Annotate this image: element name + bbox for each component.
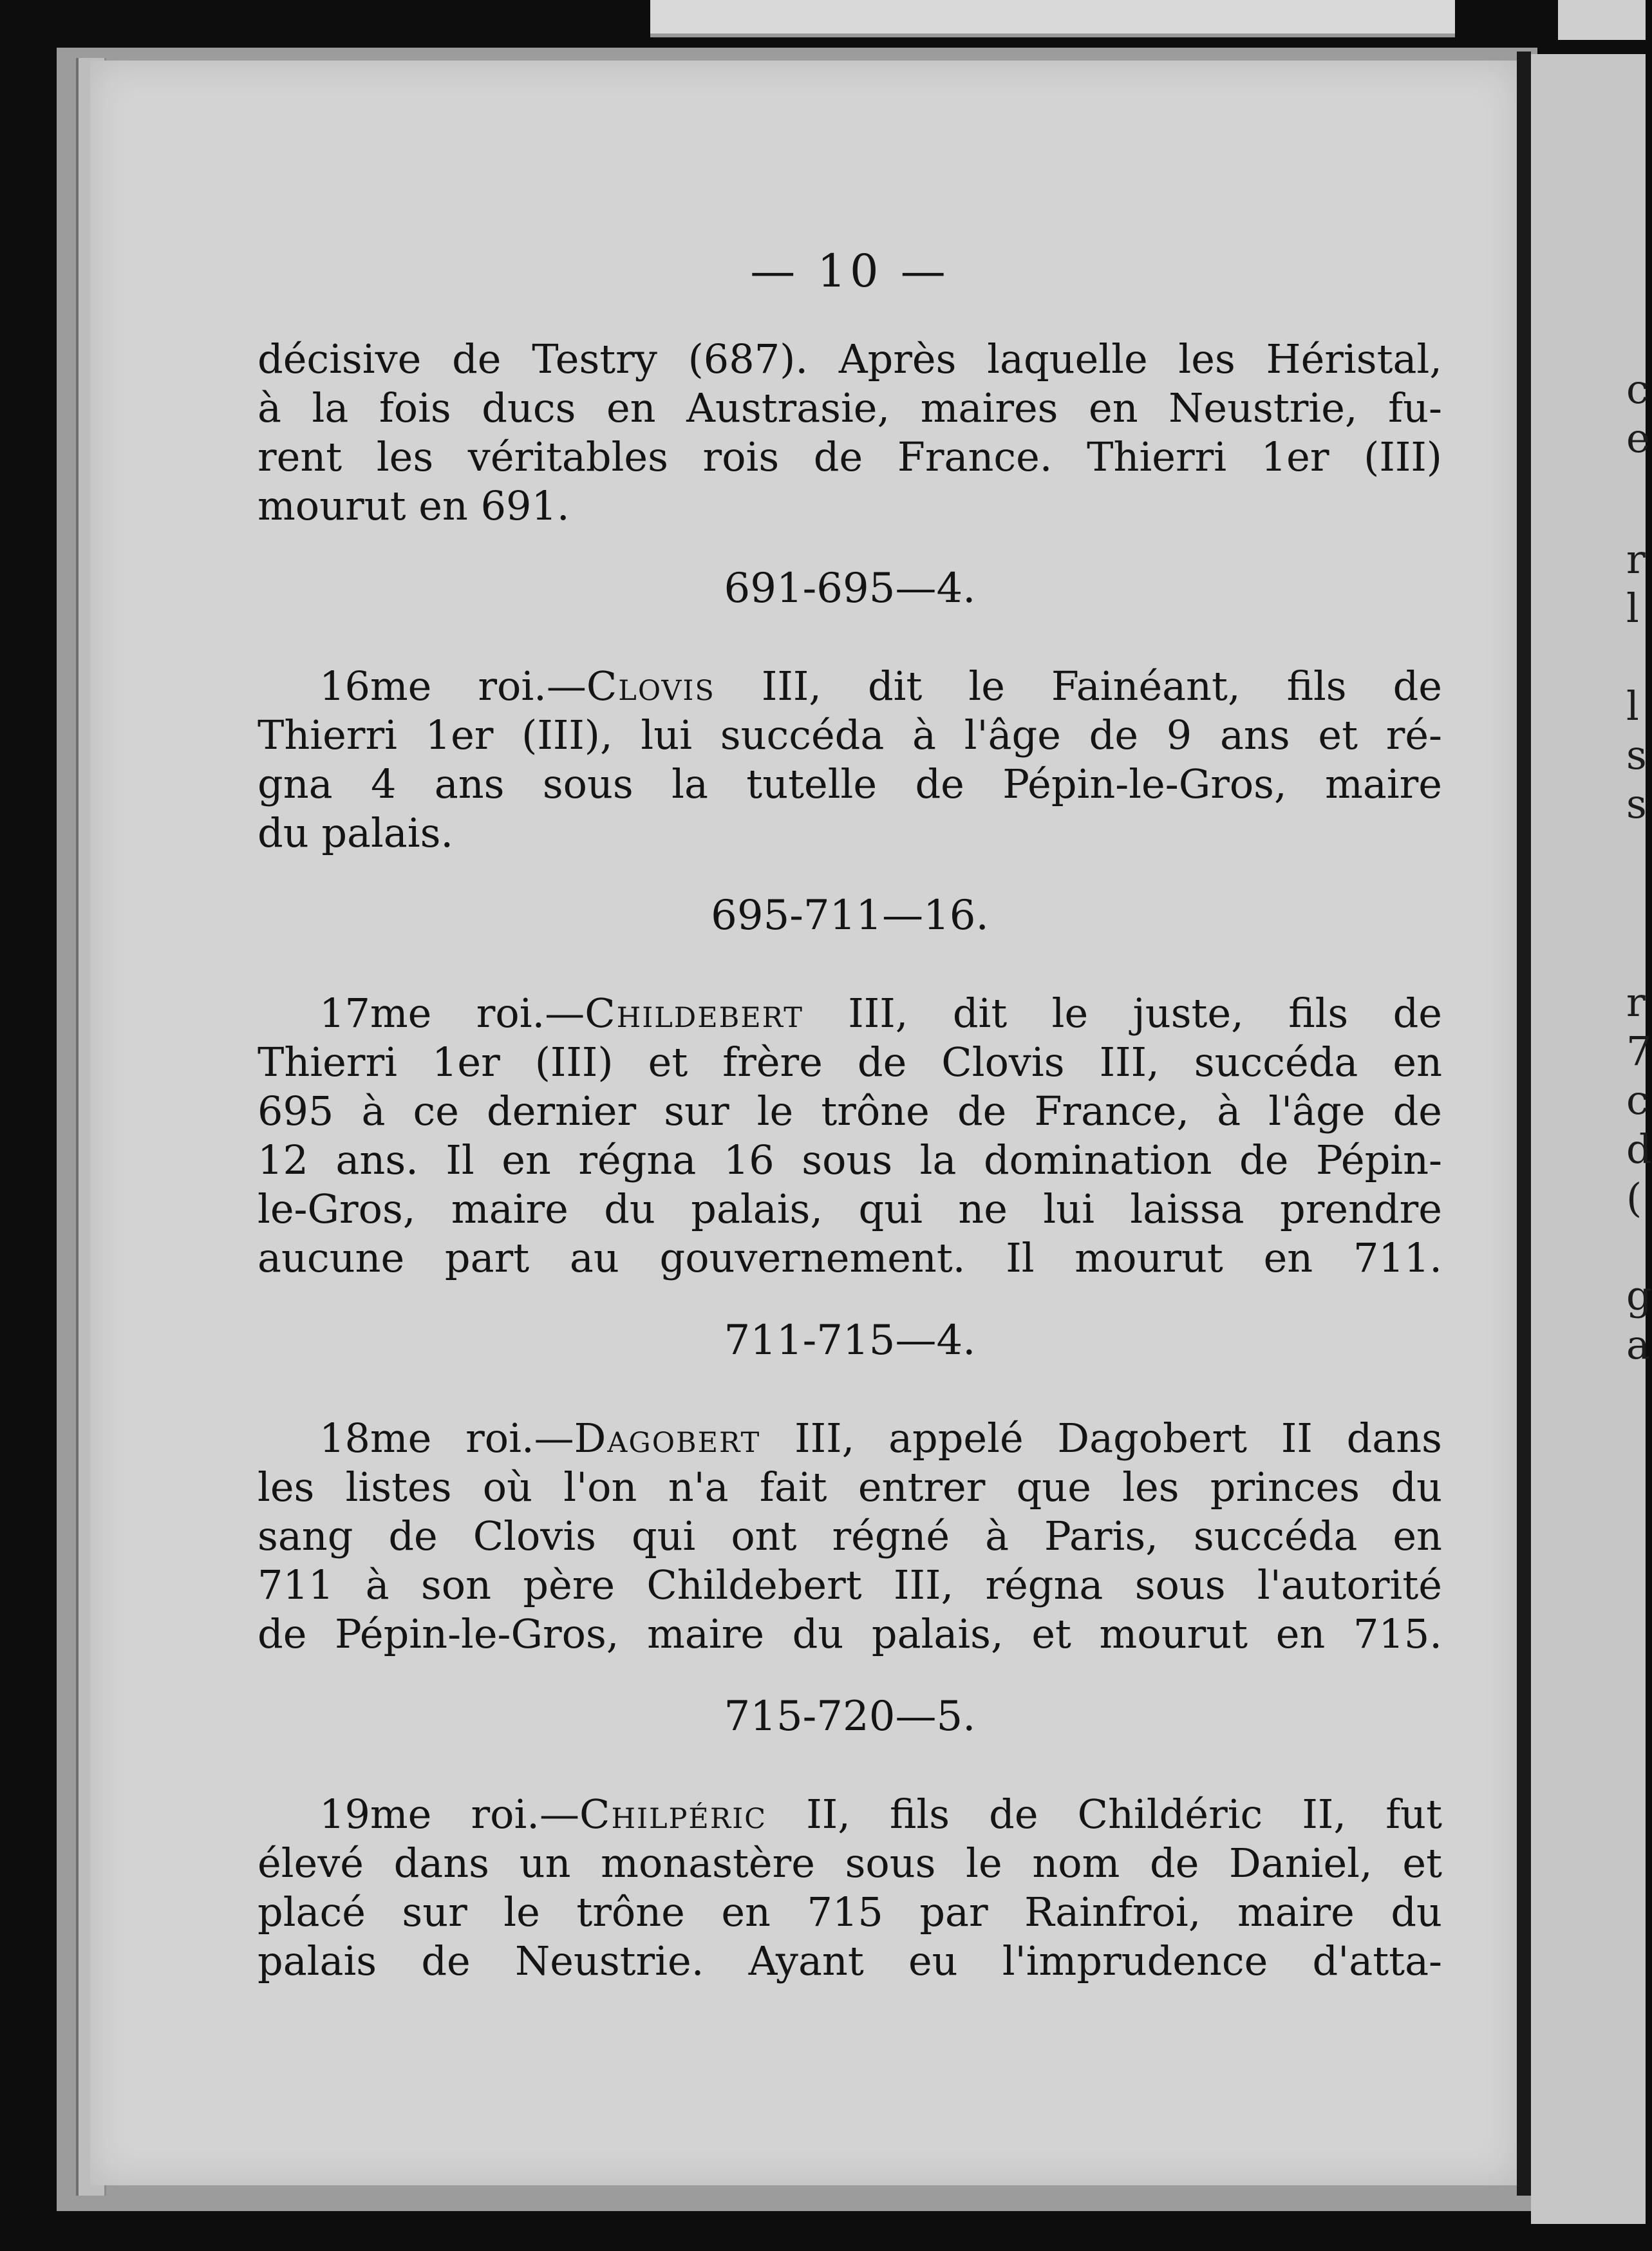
king-name: Dagobert bbox=[574, 1415, 761, 1462]
text-line: décisive de Testry (687). Après laquelle les Héristal, bbox=[258, 335, 1442, 382]
king-name: Clovis bbox=[586, 663, 715, 710]
king-paragraph bbox=[258, 989, 1442, 1283]
facing-page bbox=[1531, 54, 1652, 2224]
king-ordinal: 18me roi.— bbox=[319, 1415, 574, 1462]
text-line: rent les véritables rois de France. Thierri 1er (III) bbox=[258, 433, 1442, 480]
text-line: 711 à son père Childebert III, régna sous l'autorité bbox=[258, 1561, 1442, 1608]
text-line: les listes où l'on n'a fait entrer que les princes du bbox=[258, 1464, 1442, 1511]
text-line: mourut en 691. bbox=[258, 482, 570, 529]
reign-dates-heading: 711-715—4. bbox=[724, 1317, 976, 1364]
king-paragraph bbox=[258, 1790, 1442, 1986]
text-line bbox=[258, 662, 1442, 711]
facing-page-fragment: a bbox=[1626, 1321, 1650, 1368]
facing-page-fragment: c bbox=[1626, 366, 1649, 413]
text-line: 12 ans. Il en régna 16 sous la domination de Pépin- bbox=[258, 1136, 1442, 1183]
text-line bbox=[258, 1414, 1442, 1463]
facing-page-fragment: ( bbox=[1626, 1174, 1642, 1221]
text-line-rest: III, appelé Dagobert II dans bbox=[760, 1415, 1442, 1462]
text-line-rest: III, dit le Fainéant, fils de bbox=[715, 663, 1442, 710]
text-line bbox=[258, 1790, 1442, 1839]
text-line: 695 à ce dernier sur le trône de France, à l'âge de bbox=[258, 1088, 1442, 1135]
text-line: placé sur le trône en 715 par Rainfroi, maire du bbox=[258, 1888, 1442, 1935]
facing-page-fragment: e bbox=[1626, 415, 1650, 462]
intro-paragraph bbox=[258, 335, 1442, 531]
top-page-edge bbox=[650, 0, 1455, 37]
text-line-rest: II, fils de Childéric II, fut bbox=[767, 1791, 1442, 1838]
text-line: Thierri 1er (III) et frère de Clovis III, succéda en bbox=[258, 1039, 1442, 1086]
text-line-rest: III, dit le juste, fils de bbox=[803, 990, 1442, 1037]
facing-page-fragment: l bbox=[1626, 585, 1639, 632]
text-line: sang de Clovis qui ont régné à Paris, succéda en bbox=[258, 1512, 1442, 1559]
text-line: Thierri 1er (III), lui succéda à l'âge de 9 ans et ré- bbox=[258, 711, 1442, 758]
king-paragraph bbox=[258, 662, 1442, 858]
text-line: élevé dans un monastère sous le nom de Daniel, et bbox=[258, 1840, 1442, 1887]
facing-page-fragment: s bbox=[1626, 731, 1647, 778]
facing-page-fragment: l bbox=[1626, 683, 1639, 730]
king-name: Chilpéric bbox=[579, 1791, 767, 1838]
top-right-page-edge bbox=[1558, 0, 1646, 40]
king-paragraph bbox=[258, 1414, 1442, 1659]
facing-page-fragment: s bbox=[1626, 780, 1647, 827]
facing-page-fragment: c bbox=[1626, 1077, 1649, 1124]
text-line: gna 4 ans sous la tutelle de Pépin-le-Gros, maire bbox=[258, 760, 1442, 807]
text-line bbox=[258, 989, 1442, 1038]
book-gutter bbox=[1517, 52, 1531, 2196]
text-line: aucune part au gouvernement. Il mourut en 711. bbox=[258, 1234, 1442, 1281]
king-ordinal: 19me roi.— bbox=[319, 1791, 580, 1838]
facing-page-fragment: g bbox=[1626, 1272, 1652, 1319]
reign-dates-heading: 715-720—5. bbox=[724, 1693, 976, 1740]
facing-page-fragment: d bbox=[1626, 1126, 1652, 1173]
text-line: le-Gros, maire du palais, qui ne lui laissa prendre bbox=[258, 1185, 1442, 1232]
page-number: — 10 — bbox=[750, 245, 950, 297]
text-line: du palais. bbox=[258, 809, 454, 856]
reign-dates-heading: 695-711—16. bbox=[711, 892, 989, 939]
king-ordinal: 16me roi.— bbox=[319, 663, 587, 710]
text-line: à la fois ducs en Austrasie, maires en Neustrie, fu- bbox=[258, 384, 1442, 431]
facing-page-fragment: r bbox=[1626, 536, 1646, 583]
facing-page-fragment: r bbox=[1626, 979, 1646, 1026]
king-ordinal: 17me roi.— bbox=[319, 990, 585, 1037]
king-name: Childebert bbox=[585, 990, 803, 1037]
text-line: palais de Neustrie. Ayant eu l'imprudence d'atta- bbox=[258, 1937, 1442, 1984]
page-text bbox=[258, 245, 1442, 1986]
facing-page-fragment: 7 bbox=[1626, 1028, 1652, 1075]
text-line: de Pépin-le-Gros, maire du palais, et mourut en 715. bbox=[258, 1610, 1442, 1657]
reign-dates-heading: 691-695—4. bbox=[724, 565, 976, 612]
